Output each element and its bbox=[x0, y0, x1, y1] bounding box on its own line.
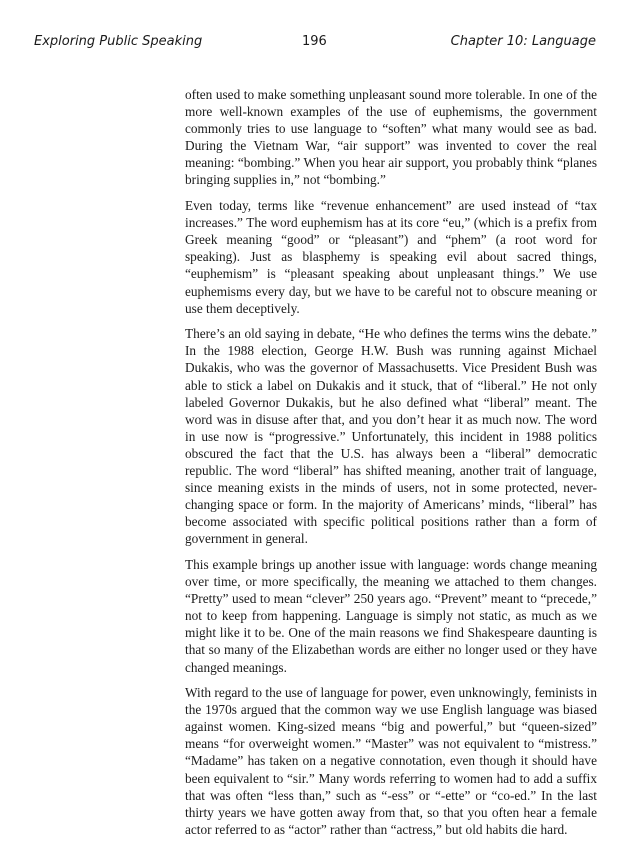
chapter-title: Chapter 10: Language bbox=[450, 34, 596, 49]
running-header bbox=[34, 34, 596, 54]
body-text bbox=[185, 86, 597, 846]
paragraph-liberal-label: There’s an old saying in debate, “He who defines the terms wins the debate.” In the 1988 election, George H.W. Bush was running against Michael Dukakis, who was the governor of Massachusetts. Vice President Bush was able to stick a label on Dukakis and it stuck, that of “liberal.” He not only labeled Governor Dukakis, but he also defined what “liberal” meant. The word was in disuse after that, and you don’t hear it as much now. The word in use now is “progressive.” Unfortunately, this incident in 1988 politics obscured the fact that the U.S. has always been a “liberal” democratic republic. The word “liberal” has shifted meaning, another trait of language, since meaning exists in the minds of users, not in some protected, never-changing space or form. In the majority of Americans’ minds, “liberal” has become associated with specific political positions rather than a form of government in general. bbox=[185, 326, 597, 547]
paragraph-meaning-change: This example brings up another issue with language: words change meaning over time, or more specifically, the meaning we attached to them changes. “Pretty” used to mean “clever” 250 years ago. “Prevent” meant to “precede,” not to keep from happening. Language is simply not static, as much as we might like it to be. One of the main reasons we find Shakespeare daunting is that so many of the Elizabethan words are either no longer used or they have changed meanings. bbox=[185, 556, 597, 675]
paragraph-euphemism-definition: Even today, terms like “revenue enhancement” are used instead of “tax increases.” The word euphemism has at its core “eu,” (which is a prefix from Greek meaning “good” or “pleasant”) and “phem” (a root word for speaking). Just as blasphemy is speaking evil about sacred things, “euphemism” is “pleasant speaking about unpleasant things.” We use euphemisms every day, but we have to be careful not to obscure meaning or use them deceptively. bbox=[185, 198, 597, 316]
paragraph-euphemism-intro: often used to make something unpleasant sound more tolerable. In one of the more well-known examples of the use of euphemisms, the government commonly tries to use language to “soften” what many would see as bad. During the Vietnam War, “air support” was invented to cover the real meaning: “bombing.” When you hear air support, you probably think “planes bringing supplies in,” not “bombing.” bbox=[185, 87, 597, 188]
book-title: Exploring Public Speaking bbox=[34, 34, 203, 49]
page-number: 196 bbox=[302, 34, 327, 49]
paragraph-feminist-language: With regard to the use of language for power, even unknowingly, feminists in the 1970s argued that the common way we use English language was biased against women. King-sized means “big and powerful,” but “queen-sized” means “for overweight women.” “Master” was not equivalent to “mistress.” “Madame” has taken on a negative connotation, even though it should have been equivalent to “sir.” Many words referring to women had to add a suffix that was often “less than,” such as “-ess” or “-ette” or “co-ed.” In the last thirty years we have gotten away from that, so that you often hear a female actor referred to as “actor” rather than “actress,” but old habits die hard. bbox=[185, 685, 597, 837]
